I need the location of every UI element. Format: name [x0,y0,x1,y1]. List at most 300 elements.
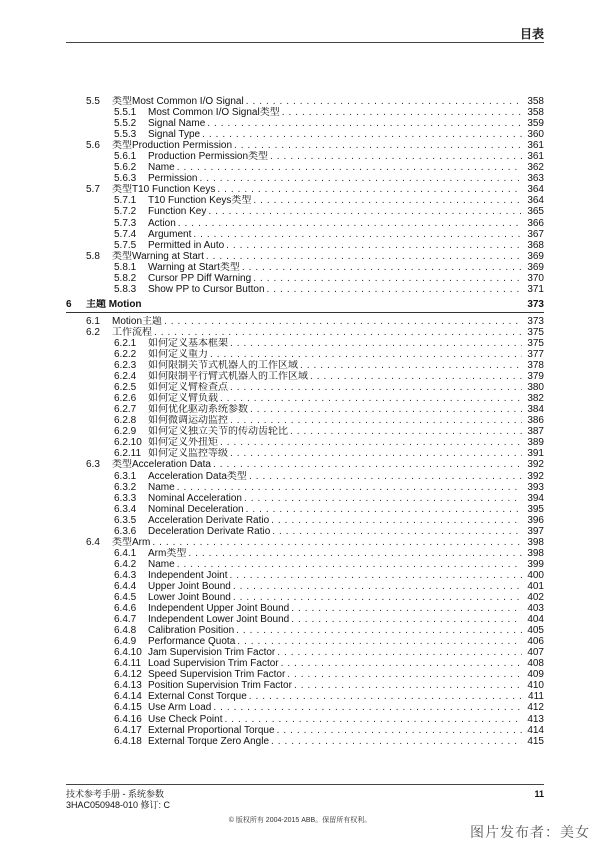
toc-entry-line [148,360,544,371]
toc-entry-number: 6.4.4 [114,580,137,592]
toc-entry-number: 5.5.3 [114,129,137,141]
toc-entry-page: 395 [527,503,544,515]
toc-dot-leader [272,526,522,537]
toc-entry-title: 如何微调运动监控 [148,415,228,427]
toc-entry-number: 5.8.3 [114,283,137,295]
toc-entry-line [148,151,544,162]
toc-entry[interactable] [66,537,544,548]
toc-entry-title: Name [148,558,175,570]
toc-entry-page: 371 [527,283,544,295]
toc-dot-leader [246,96,522,107]
toc-entry-number: 6.3.4 [114,503,137,515]
toc-entry-number: 6.4.5 [114,592,137,604]
toc-dot-leader [208,206,522,217]
document-id: 3HAC050948-010 修订: C [66,800,171,810]
toc-entry[interactable] [66,658,544,669]
toc-entry-number: 5.7.3 [114,217,137,229]
toc-entry-page: 377 [527,348,544,360]
toc-entry[interactable] [66,371,544,382]
toc-entry-line [112,327,544,338]
toc-entry[interactable] [66,614,544,625]
toc-dot-leader [233,581,522,592]
toc-entry-title: 如何优化驱动系统参数 [148,404,248,416]
toc-entry[interactable] [66,515,544,526]
toc-entry-number: 6.4.12 [114,669,142,681]
toc-entry-number: 6.3 [86,459,100,471]
toc-entry-page: 363 [527,173,544,185]
toc-dot-leader [271,736,522,747]
toc-entry-line [148,559,544,570]
toc-entry-number: 6.2.10 [114,437,142,449]
toc-entry-number: 5.5.2 [114,118,137,130]
toc-dot-leader [249,691,522,702]
page-header-title: 目表 [519,27,544,41]
toc-dot-leader [226,240,522,251]
toc-entry-line [148,206,544,217]
toc-dot-leader [199,173,522,184]
toc-entry-number: 6.4.1 [114,547,137,559]
toc-entry-page: 396 [527,514,544,526]
toc-entry-line [148,173,544,184]
toc-entry-page: 375 [527,326,544,338]
toc-entry-title: Show PP to Cursor Button [148,283,265,295]
toc-entry-number: 6.3.6 [114,525,137,537]
toc-entry[interactable] [66,229,544,240]
toc-entry[interactable] [66,426,544,437]
toc-entry-number: 6.4.8 [114,625,137,637]
toc-entry-line [148,118,544,129]
toc-dot-leader [230,448,522,459]
toc-entry-page: 373 [527,315,544,327]
toc-entry-number: 6.3.2 [114,481,137,493]
toc-entry-line [148,658,544,669]
toc-entry[interactable] [66,140,544,151]
toc-entry-page: 384 [527,404,544,416]
toc-entry-title: 如何定义重力 [148,348,208,360]
toc-entry-number: 5.8.2 [114,272,137,284]
toc-entry-title: Independent Joint [148,569,228,581]
toc-entry-line [148,614,544,625]
toc-entry[interactable] [66,162,544,173]
toc-entry[interactable] [66,218,544,229]
manual-title: 技术参考手册 - 系统参数 [66,789,164,799]
toc-entry-title: 类型Arm [112,536,151,548]
footer-divider [66,784,544,785]
toc-entry-line [148,714,544,725]
toc-entry[interactable] [66,636,544,647]
toc-entry[interactable] [66,437,544,448]
toc-entry-line [148,493,544,504]
toc-dot-leader [234,140,522,151]
toc-dot-leader [291,614,522,625]
toc-dot-leader [253,273,522,284]
toc-dot-leader [242,262,522,273]
toc-entry-number: 6.3.1 [114,470,137,482]
toc-entry-title: 类型Most Common I/O Signal [112,96,244,107]
toc-entry[interactable] [66,691,544,702]
toc-entry-page: 386 [527,415,544,427]
toc-entry-number: 6.4.2 [114,558,137,570]
toc-entry-page: 358 [527,96,544,107]
toc-entry-title: Load Supervision Trim Factor [148,658,279,670]
copyright-notice: © 版权所有 2004-2015 ABB。保留所有权利。 [228,817,372,824]
toc-entry-title: 如何定义臂检查点 [148,382,228,394]
toc-entry-number: 6 [66,298,72,310]
toc-entry-title: Function Key [148,206,207,218]
toc-entry[interactable] [66,338,544,349]
toc-entry[interactable] [66,273,544,284]
toc-entry[interactable] [66,262,544,273]
toc-entry[interactable] [66,625,544,636]
toc-entry[interactable] [66,448,544,459]
toc-entry[interactable] [66,459,544,470]
toc-entry[interactable] [66,96,544,107]
toc-entry-page: 398 [527,536,544,548]
toc-entry[interactable] [66,504,544,515]
toc-entry-number: 5.7.5 [114,239,137,251]
toc-entry-title: Acceleration Data类型 [148,470,247,482]
toc-dot-leader [224,714,522,725]
toc-entry-line [148,162,544,173]
toc-entry[interactable] [66,592,544,603]
toc-entry-page: 411 [528,691,544,703]
toc-entry-page: 369 [527,261,544,273]
toc-entry-line [148,415,544,426]
toc-entry-number: 6.4.14 [114,691,142,703]
toc-entry[interactable] [66,382,544,393]
toc-entry-line [148,736,544,747]
toc-entry-title: Name [148,481,175,493]
toc-entry-title: Independent Upper Joint Bound [148,603,290,615]
toc-entry-number: 5.6.1 [114,151,137,163]
toc-entry-number: 6.2.2 [114,348,137,360]
toc-entry-line [148,349,544,360]
toc-entry[interactable] [66,471,544,482]
toc-chapter-entry[interactable] [66,299,544,313]
toc-entry-title: 工作流程 [112,326,152,338]
toc-entry[interactable] [66,415,544,426]
toc-entry-title: Use Arm Load [148,702,212,714]
toc-entry-page: 380 [527,382,544,394]
toc-entry-page: 360 [527,129,544,141]
toc-entry-title: 如何限制平行臂式机器人的工作区域 [148,371,308,383]
toc-entry-page: 391 [527,448,544,460]
toc-entry[interactable] [66,173,544,184]
toc-dot-leader [164,316,522,327]
toc-entry-title: 如何限制关节式机器人的工作区域 [148,360,298,372]
toc-entry[interactable] [66,725,544,736]
toc-entry[interactable] [66,316,544,327]
toc-entry-line [148,592,544,603]
toc-entry-line [148,636,544,647]
toc-entry-page: 382 [527,393,544,405]
toc-entry-line [148,725,544,736]
toc-entry-number: 6.3.5 [114,514,137,526]
toc-dot-leader [188,548,522,559]
toc-entry-title: Nominal Deceleration [148,503,244,515]
toc-entry[interactable] [66,118,544,129]
toc-entry-page: 407 [527,647,544,659]
toc-entry[interactable] [66,349,544,360]
toc-entry-title: Use Check Point [148,713,223,725]
toc-dot-leader [267,284,522,295]
toc-entry-title: Nominal Acceleration [148,492,242,504]
toc-entry[interactable] [66,647,544,658]
toc-entry[interactable] [66,526,544,537]
toc-entry-title: 如何定义臂负载 [148,393,218,405]
toc-entry-title: Lower Joint Bound [148,592,231,604]
toc-entry[interactable] [66,736,544,747]
toc-entry[interactable] [66,251,544,262]
toc-entry-line [148,471,544,482]
toc-dot-leader [281,658,522,669]
toc-entry-number: 5.6.3 [114,173,137,185]
toc-entry[interactable] [66,702,544,713]
toc-entry-page: 414 [527,724,544,736]
toc-entry-line [112,184,544,195]
toc-entry-page: 401 [527,580,544,592]
toc-dot-leader [287,669,522,680]
toc-entry-line [112,96,544,107]
toc-entry[interactable] [66,195,544,206]
toc-entry[interactable] [66,603,544,614]
toc-dot-leader [220,437,522,448]
page-number: 11 [534,789,544,799]
toc-entry-page: 361 [527,140,544,152]
toc-entry-title: 类型Production Permission [112,140,233,152]
toc-entry-number: 5.7.4 [114,228,137,240]
toc-entry-title: External Torque Zero Angle [148,735,270,747]
toc-entry-number: 6.4.15 [114,702,142,714]
toc-entry-title: Argument [148,228,192,240]
toc-entry[interactable] [66,184,544,195]
toc-entry-line [148,680,544,691]
toc-entry[interactable] [66,327,544,338]
toc-entry[interactable] [66,559,544,570]
toc-entry-title: Arm类型 [148,547,187,559]
toc-entry-line [148,437,544,448]
toc-entry-number: 5.8 [86,250,100,262]
toc-entry-title: Independent Lower Joint Bound [148,614,290,626]
toc-entry-number: 6.2.1 [114,337,137,349]
toc-dot-leader [178,218,522,229]
toc-entry-title: Most Common I/O Signal类型 [148,107,280,119]
toc-entry[interactable] [66,581,544,592]
toc-dot-leader [207,118,522,129]
toc-entry-line [112,140,544,151]
toc-dot-leader [290,426,522,437]
toc-dot-leader [177,559,522,570]
toc-entry-page: 392 [527,459,544,471]
toc-dot-leader [217,184,522,195]
toc-entry[interactable] [66,548,544,559]
toc-dot-leader [220,393,522,404]
toc-entry-title: Upper Joint Bound [148,580,231,592]
toc-dot-leader [177,162,522,173]
toc-entry-title: Calibration Position [148,625,235,637]
toc-entry-number: 5.7.2 [114,206,137,218]
toc-entry-line [148,229,544,240]
toc-entry-page: 370 [527,272,544,284]
toc-entry[interactable] [66,393,544,404]
toc-entry-number: 6.3.3 [114,492,137,504]
toc-entry-title: 类型Acceleration Data [112,459,211,471]
toc-entry-number: 6.2.8 [114,415,137,427]
toc-entry[interactable] [66,151,544,162]
toc-entry-page: 404 [527,614,544,626]
toc-entry-title: Permission [148,173,198,185]
toc-entry-line [112,537,544,548]
toc-entry-line [148,448,544,459]
toc-entry-number: 6.4.9 [114,636,137,648]
toc-dot-leader [253,195,522,206]
toc-entry-page: 402 [527,592,544,604]
toc-entry-page: 398 [527,547,544,559]
toc-entry-number: 6.2 [86,326,100,338]
toc-entry-number: 6.4.13 [114,680,142,692]
toc-entry-page: 403 [527,603,544,615]
toc-entry-page: 409 [527,669,544,681]
toc-entry[interactable] [66,570,544,581]
toc-entry-title: T10 Function Keys类型 [148,195,252,207]
toc-dot-leader [233,592,522,603]
toc-entry-title: 如何定义外扭矩 [148,437,218,449]
toc-entry-title: External Proportional Torque [148,724,275,736]
toc-entry-page: 387 [527,426,544,438]
toc-entry-line [148,129,544,140]
toc-entry[interactable] [66,107,544,118]
toc-entry-number: 5.6.2 [114,162,137,174]
toc-entry-title: Action [148,217,176,229]
toc-entry-line [148,702,544,713]
toc-entry-number: 6.4 [86,536,100,548]
toc-entry-number: 5.6 [86,140,100,152]
toc-entry-page: 399 [527,558,544,570]
toc-entry-page: 397 [527,525,544,537]
toc-entry-page: 373 [527,298,544,310]
toc-dot-leader [246,504,522,515]
toc-entry-number: 5.5.1 [114,107,137,119]
toc-entry-title: Name [148,162,175,174]
toc-dot-leader [250,404,522,415]
toc-entry-line [148,262,544,273]
toc-entry-title: 类型Warning at Start [112,250,204,262]
toc-entry-page: 405 [527,625,544,637]
toc-entry-line [148,515,544,526]
toc-dot-leader [230,382,522,393]
toc-entry-title: Speed Supervision Trim Factor [148,669,286,681]
toc-entry-line [148,240,544,251]
toc-entry-page: 379 [527,371,544,383]
toc-entry-title: Jam Supervision Trim Factor [148,647,276,659]
toc-entry-number: 6.4.11 [114,658,142,670]
toc-entry[interactable] [66,240,544,251]
toc-entry[interactable] [66,129,544,140]
toc-entry-line [148,581,544,592]
toc-entry-page: 393 [527,481,544,493]
toc-entry-title: Position Supervision Trim Factor [148,680,292,692]
header-divider [66,42,544,43]
toc-entry-line [148,218,544,229]
toc-entry-line [148,426,544,437]
toc-entry-line [148,393,544,404]
toc-dot-leader [230,415,522,426]
toc-entry-title: Acceleration Derivate Ratio [148,514,270,526]
toc-entry-page: 359 [527,118,544,130]
toc-entry[interactable] [66,206,544,217]
toc-entry-page: 362 [527,162,544,174]
toc-entry-line [148,504,544,515]
toc-dot-leader [300,360,522,371]
toc-entry-title: 主题 Motion [86,298,142,310]
toc-entry-line [148,195,544,206]
toc-entry[interactable] [66,714,544,725]
toc-entry-line [148,338,544,349]
toc-dot-leader [213,702,522,713]
toc-entry-number: 6.4.18 [114,735,142,747]
toc-entry-line [86,299,544,311]
toc-entry-number: 6.2.9 [114,426,137,438]
table-of-contents [66,96,544,747]
toc-dot-leader [271,515,522,526]
toc-entry-number: 6.2.4 [114,371,137,383]
toc-entry[interactable] [66,482,544,493]
toc-entry-number: 5.8.1 [114,261,137,273]
toc-dot-leader [177,482,522,493]
toc-dot-leader [249,471,522,482]
toc-entry-page: 389 [527,437,544,449]
toc-entry-title: Permitted in Auto [148,239,225,251]
toc-dot-leader [213,459,522,470]
toc-entry-page: 378 [527,360,544,372]
toc-entry-title: 如何定义独立关节的传动齿轮比 [148,426,288,438]
toc-entry[interactable] [66,404,544,415]
toc-entry[interactable] [66,284,544,295]
toc-entry-number: 6.4.3 [114,569,137,581]
toc-dot-leader [277,725,522,736]
toc-entry-line [148,273,544,284]
toc-entry-line [148,382,544,393]
toc-entry-line [112,459,544,470]
toc-entry-title: 如何定义基本框架 [148,337,228,349]
toc-dot-leader [210,349,522,360]
toc-entry-line [148,284,544,295]
toc-entry-line [148,107,544,118]
toc-entry-title: Deceleration Derivate Ratio [148,525,271,537]
toc-entry-line [148,570,544,581]
toc-entry-title: Motion主题 [112,315,163,327]
toc-entry-number: 6.2.3 [114,360,137,372]
toc-entry[interactable] [66,360,544,371]
toc-entry-number: 6.1 [86,315,100,327]
toc-entry-number: 6.4.6 [114,603,137,615]
toc-entry-line [148,625,544,636]
toc-dot-leader [310,371,522,382]
toc-entry[interactable] [66,669,544,680]
toc-entry-number: 6.2.7 [114,404,137,416]
toc-entry-line [148,669,544,680]
toc-entry-page: 365 [527,206,544,218]
toc-entry-number: 6.2.11 [114,448,142,460]
toc-entry-line [148,548,544,559]
toc-entry-page: 358 [527,107,544,119]
toc-entry[interactable] [66,493,544,504]
toc-entry[interactable] [66,680,544,691]
toc-entry-page: 364 [527,195,544,207]
toc-dot-leader [294,680,522,691]
toc-entry-number: 5.7 [86,184,100,196]
toc-dot-leader [230,570,522,581]
